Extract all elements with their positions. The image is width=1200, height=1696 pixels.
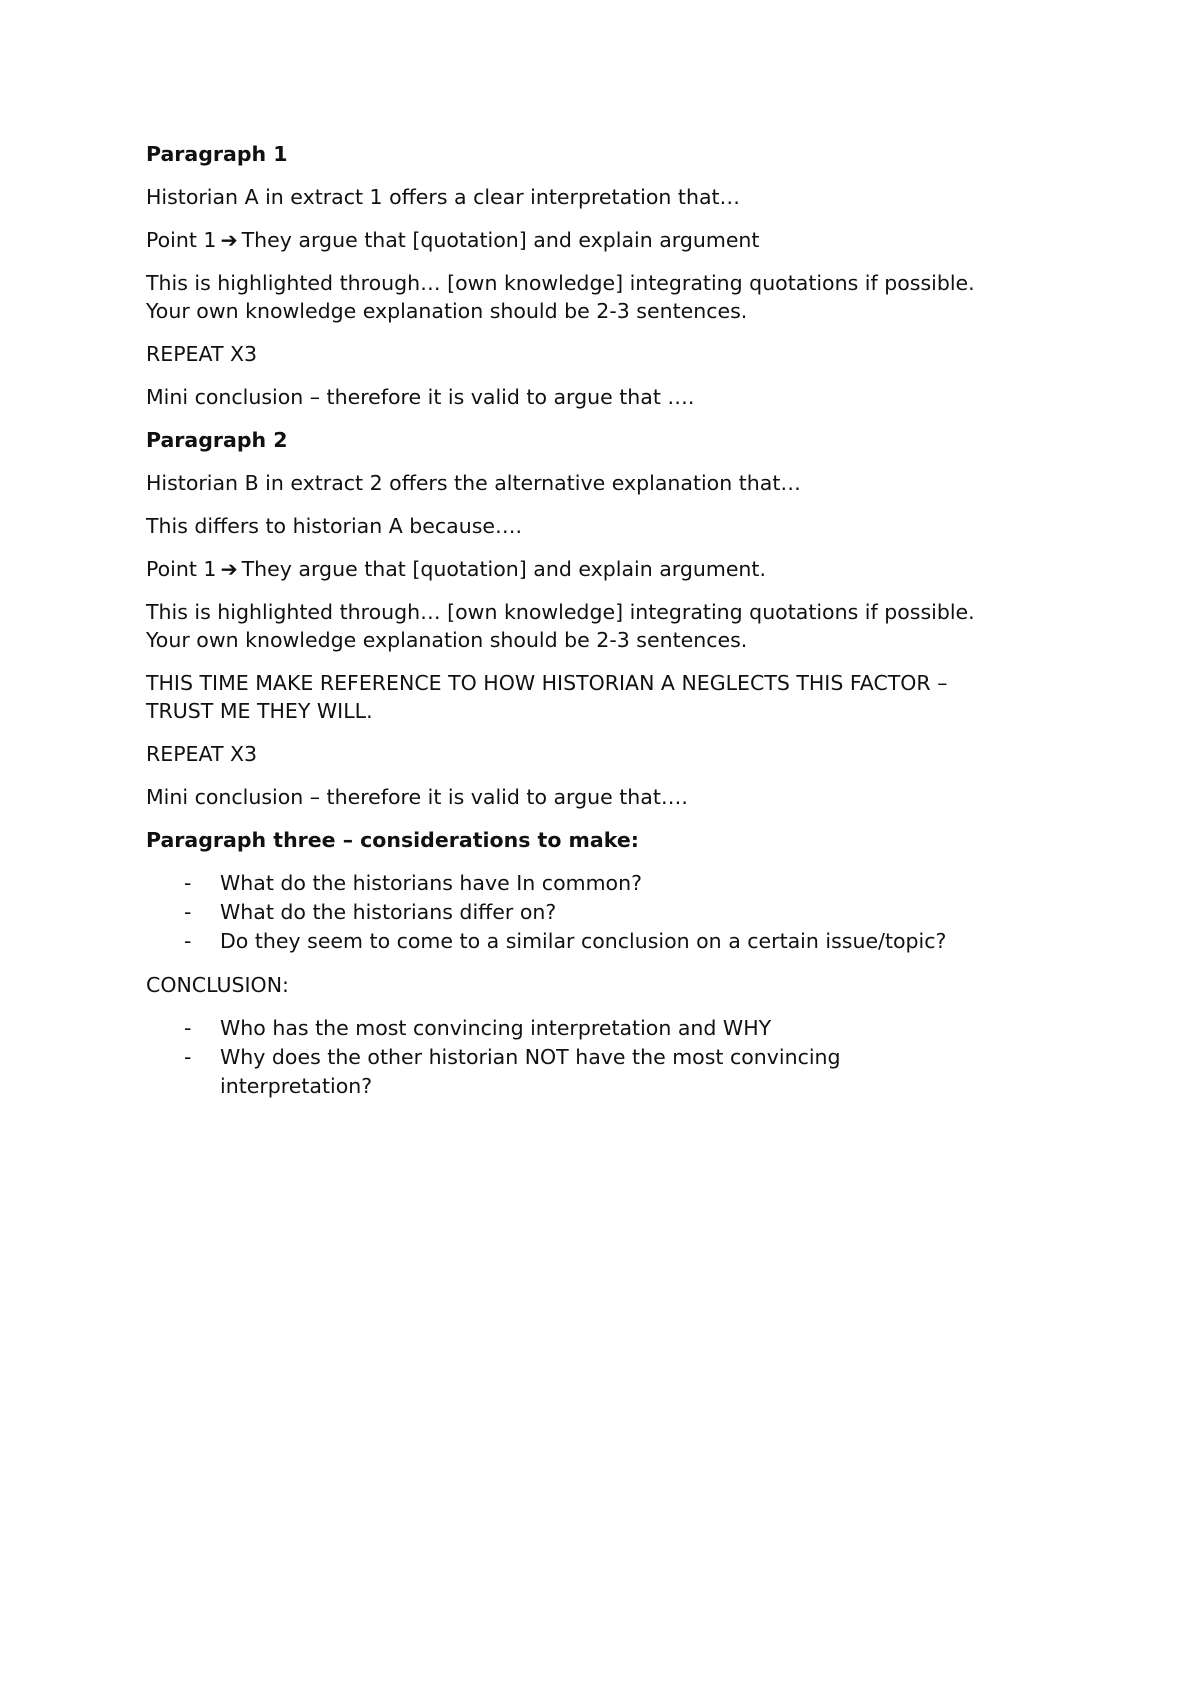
paragraph-2-mini-conclusion: Mini conclusion – therefore it is valid to argue that…. (146, 785, 688, 809)
paragraph-2-point (146, 555, 1086, 583)
considerations-list (146, 869, 1086, 956)
point-prefix: Point 1 (146, 557, 217, 581)
dash-bullet-icon: - (184, 900, 192, 924)
paragraph-1-repeat: REPEAT X3 (146, 342, 258, 366)
list-item (146, 1043, 1086, 1101)
document-page (146, 140, 1086, 1116)
dash-bullet-icon: - (184, 871, 192, 895)
paragraph-2-section (146, 426, 1086, 811)
paragraph-2-heading: Paragraph 2 (146, 428, 288, 452)
conclusion-list (146, 1014, 1086, 1101)
dash-bullet-icon: - (184, 1045, 192, 1069)
paragraph-1-mini-conclusion: Mini conclusion – therefore it is valid to argue that …. (146, 385, 695, 409)
arrow-right-icon: ➔ (220, 228, 238, 252)
paragraph-3-section (146, 826, 1086, 956)
list-item-text-line-1: Why does the other historian NOT have the most convincing (220, 1045, 841, 1069)
reference-line-1: THIS TIME MAKE REFERENCE TO HOW HISTORIAN A NEGLECTS THIS FACTOR – (146, 671, 948, 695)
list-item-text-line-2: interpretation? (220, 1074, 373, 1098)
reference-line-2: TRUST ME THEY WILL. (146, 699, 373, 723)
list-item (146, 898, 1086, 927)
list-item-text: Who has the most convincing interpretation and WHY (220, 1016, 772, 1040)
paragraph-2-reference (146, 669, 1086, 725)
list-item (146, 1014, 1086, 1043)
paragraph-1-intro: Historian A in extract 1 offers a clear interpretation that… (146, 185, 741, 209)
list-item-text: What do the historians have In common? (220, 871, 642, 895)
dash-bullet-icon: - (184, 929, 192, 953)
highlight-line-2: Your own knowledge explanation should be 2-3 sentences. (146, 628, 748, 652)
paragraph-2-highlight (146, 598, 1086, 654)
paragraph-2-intro: Historian B in extract 2 offers the alternative explanation that… (146, 471, 801, 495)
paragraph-1-heading: Paragraph 1 (146, 142, 288, 166)
list-item-text: Do they seem to come to a similar conclusion on a certain issue/topic? (220, 929, 947, 953)
paragraph-1-highlight (146, 269, 1086, 325)
point-text: They argue that [quotation] and explain argument. (241, 557, 766, 581)
arrow-right-icon: ➔ (220, 557, 238, 581)
paragraph-3-heading: Paragraph three – considerations to make: (146, 828, 639, 852)
paragraph-1-section (146, 140, 1086, 411)
list-item (146, 869, 1086, 898)
highlight-line-1: This is highlighted through… [own knowledge] integrating quotations if possible. (146, 271, 975, 295)
point-prefix: Point 1 (146, 228, 217, 252)
point-text: They argue that [quotation] and explain argument (241, 228, 760, 252)
list-item (146, 927, 1086, 956)
conclusion-heading: CONCLUSION: (146, 973, 289, 997)
conclusion-section (146, 971, 1086, 1101)
paragraph-1-point (146, 226, 1086, 254)
paragraph-2-repeat: REPEAT X3 (146, 742, 258, 766)
list-item-text: What do the historians differ on? (220, 900, 557, 924)
highlight-line-1: This is highlighted through… [own knowledge] integrating quotations if possible. (146, 600, 975, 624)
dash-bullet-icon: - (184, 1016, 192, 1040)
paragraph-2-differs: This differs to historian A because…. (146, 514, 523, 538)
highlight-line-2: Your own knowledge explanation should be 2-3 sentences. (146, 299, 748, 323)
